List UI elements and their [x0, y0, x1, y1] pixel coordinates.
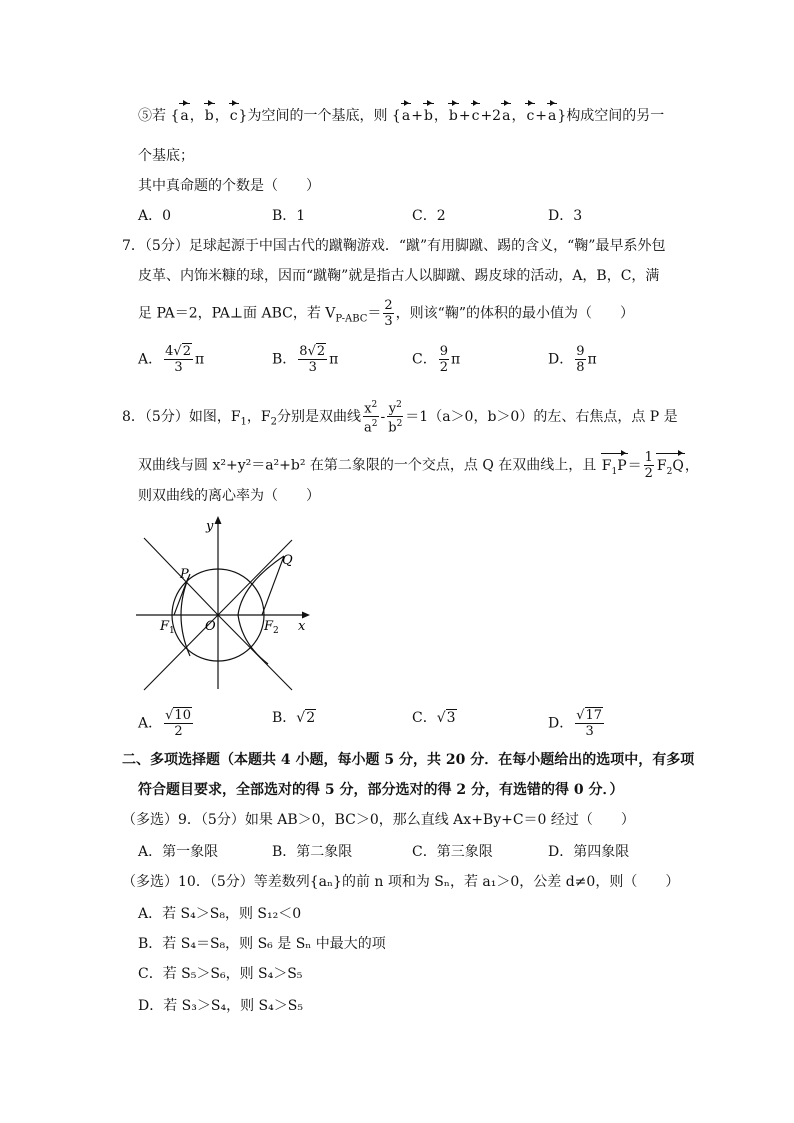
- q6-option-b[interactable]: B．1: [272, 208, 306, 224]
- section2-heading-line2: 符合题目要求，全部选对的得 5 分，部分选对的得 2 分，有选错的得 0 分．）: [138, 782, 624, 798]
- q6-stem: 其中真命题的个数是（ ）: [138, 178, 320, 194]
- section2-heading-line1: 二、多项选择题（本题共 4 小题，每小题 5 分，共 20 分．在每小题给出的选项中，有多项: [122, 752, 695, 768]
- q8-line1-d: ＝1（a＞0，b＞0）的左、右焦点，点 P 是: [405, 408, 678, 425]
- q7-option-c[interactable]: C． $\frac{9}{2}$ π: [412, 344, 461, 375]
- q6-option-d[interactable]: D．3: [548, 208, 583, 224]
- q9-stem: （多选）9．（5分）如果 AB＞0，BC＞0，那么直线 Ax+By+C＝0 经过（ ）: [122, 812, 635, 828]
- q8-option-d-label: D．: [548, 715, 574, 732]
- q8-line1-c: 分别是双曲线: [277, 408, 361, 425]
- q6-item5-mid1: 为空间的一个基底，则: [247, 108, 388, 124]
- q6-item5-line: [138, 106, 664, 126]
- q10-option-b[interactable]: B．若 S₄＝S₈，则 S₆ 是 Sₙ 中最大的项: [138, 936, 386, 952]
- label-y: y: [206, 519, 214, 534]
- q8-option-d-expr: $\frac{√17}{3}$: [576, 708, 603, 739]
- q7-line1: 7．（5分）足球起源于中国古代的蹴鞠游戏．“蹴”有用脚蹴、踢的含义，“鞠”最早系外包: [122, 238, 666, 254]
- q7-volume-subscript: P-ABC: [335, 313, 368, 325]
- q9-option-b[interactable]: B．第二象限: [272, 844, 353, 860]
- hyperbola-figure: [130, 512, 320, 692]
- label-p: P: [180, 567, 189, 582]
- q8-option-b-expr: √2: [296, 710, 316, 726]
- q6-option-c[interactable]: C．2: [412, 208, 446, 224]
- q7-option-b-label: B．: [272, 351, 297, 368]
- q9-option-a[interactable]: A．第一象限: [138, 844, 219, 860]
- q8-hyperbola-term-y: $\frac{y^2}{b^2}$: [388, 400, 403, 436]
- q7-line3-c: ，则该“鞠”的体积的最小值为（ ）: [395, 305, 634, 322]
- q7-option-c-expr: $\frac{9}{2}$: [439, 344, 448, 375]
- q10-option-d[interactable]: D．若 S₃＞S₄，则 S₄＞S₅: [138, 998, 303, 1014]
- q8-line2: [138, 450, 699, 481]
- q8-option-b[interactable]: [272, 708, 316, 728]
- q7-fraction-2-3: $\frac{2}{3}$: [384, 298, 393, 329]
- q8-option-a[interactable]: [138, 708, 195, 739]
- q7-option-d-expr: $\frac{9}{8}$: [576, 344, 585, 375]
- q7-option-d[interactable]: D． $\frac{9}{8}$ π: [548, 344, 597, 375]
- q8-vector-equation: $F_1P=$ $\frac{1}{2}$ $F_2Q$，: [601, 450, 699, 481]
- q7-option-b[interactable]: B． $\frac{8√2}{3}$ π: [272, 344, 339, 375]
- q8-line3: 则双曲线的离心率为（ ）: [138, 488, 320, 504]
- q8-option-c[interactable]: [412, 708, 457, 728]
- q10-option-c[interactable]: C．若 S₅＞S₆，则 S₄＞S₅: [138, 966, 303, 982]
- label-o: O: [205, 619, 216, 634]
- label-f1: $F_1$: [160, 619, 175, 636]
- q8-option-a-label: A．: [138, 715, 163, 732]
- q6-item5-mid2: 构成空间的另一: [566, 108, 665, 124]
- x-axis-arrow: [302, 612, 310, 619]
- q10-stem: （多选）10．（5分）等差数列{aₙ}的前 n 项和为 Sₙ，若 a₁＞0，公差 d≠0，则（ ）: [122, 874, 680, 890]
- q6-item5-prefix: ⑤若: [138, 108, 166, 124]
- q8-line1-a: 8．（5分）如图，F: [122, 408, 241, 425]
- q7-option-b-expr: $\frac{8√2}{3}$: [299, 344, 326, 375]
- q6-new-basis-set: {a+b，b+c+2a，c+a}: [391, 108, 567, 124]
- q7-option-a[interactable]: A． $\frac{4√2}{3}$ π: [138, 344, 205, 375]
- q7-option-a-label: A．: [138, 351, 163, 368]
- q8-hyperbola-term-x: $\frac{x^2}{a^2}$: [364, 400, 378, 436]
- q7-option-c-label: C．: [412, 351, 437, 368]
- q10-option-a[interactable]: A．若 S₄＞S₈，则 S₁₂＜0: [138, 906, 302, 922]
- q8-option-c-label: C．: [412, 710, 437, 726]
- label-x: x: [298, 619, 306, 634]
- q8-line2-a: 双曲线与圆 x²+y²＝a²+b² 在第二象限的一个交点，点 Q 在双曲线上，且: [138, 457, 597, 474]
- q7-line3: [138, 298, 634, 329]
- q8-line1: 8．（5分）如图，$F_1$，$F_2$分别是双曲线 $\frac{x^2}{a^2}$ - $\frac{y^2}{b^2}$ ＝1（a＞0，b＞0）的左、右焦点，点 P 是: [122, 400, 678, 436]
- q7-line3-a: 足 PA＝2，PA⊥面 ABC，若 V: [138, 305, 336, 322]
- q8-option-b-label: B．: [272, 710, 297, 726]
- q9-option-c[interactable]: C．第三象限: [412, 844, 493, 860]
- q6-item5-cont: 个基底；: [138, 148, 194, 164]
- q6-option-a[interactable]: A．0: [138, 208, 172, 224]
- q7-option-d-label: D．: [548, 351, 574, 368]
- label-q: Q: [282, 553, 293, 568]
- asymptote-3: [218, 540, 292, 615]
- q8-option-a-expr: $\frac{√10}{2}$: [165, 708, 191, 739]
- label-f2: $F_2$: [264, 619, 279, 636]
- q9-option-d[interactable]: D．第四象限: [548, 844, 630, 860]
- q7-option-a-expr: $\frac{4√2}{3}$: [165, 344, 191, 375]
- y-axis-arrow: [215, 516, 222, 524]
- q8-line1-b: ，F: [246, 408, 271, 425]
- q6-basis-set: {a，b，c}: [170, 108, 248, 124]
- q8-option-d[interactable]: [548, 708, 606, 739]
- q7-line3-b: ＝: [367, 305, 382, 322]
- q8-option-c-expr: √3: [436, 710, 456, 726]
- q7-line2: 皮革、内饰米糠的球，因而“蹴鞠”就是指古人以脚蹴、踢皮球的活动，A，B，C，满: [138, 268, 660, 284]
- segment-f2-q: [262, 556, 284, 615]
